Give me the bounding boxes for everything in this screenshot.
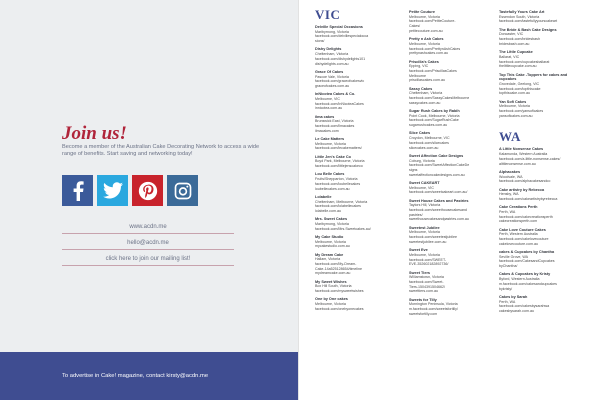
business-detail: cakecreationsperth.com bbox=[499, 219, 538, 224]
directory-entry bbox=[499, 147, 574, 166]
business-detail: Melbourne, Victoria bbox=[409, 230, 440, 235]
directory-entry bbox=[315, 217, 375, 231]
website-link[interactable]: www.acdn.me bbox=[62, 224, 234, 234]
business-detail: Coburg, Victoria bbox=[409, 158, 435, 163]
business-detail: Cake-14a525128654/timeline bbox=[315, 266, 362, 271]
business-detail: mydreamcake.com.au bbox=[315, 271, 351, 276]
directory-entry bbox=[499, 28, 574, 47]
business-detail: yansoficakes.com.au bbox=[499, 113, 533, 118]
directory-entry bbox=[499, 100, 574, 119]
business-detail: facebook.com/sweethousecakesand bbox=[409, 208, 467, 213]
business-detail: prettynashcakes.com.au bbox=[409, 51, 448, 56]
directory-entry bbox=[499, 170, 574, 184]
business-detail: Cheltenham, Victoria bbox=[409, 91, 443, 96]
business-detail: facebook.com/CakesandCupcakes bbox=[499, 259, 555, 264]
business-name: A Little Nonsense Cakes bbox=[499, 147, 544, 152]
business-detail: innicotea.com.au bbox=[315, 106, 343, 111]
business-detail: Melbourne, Victoria bbox=[409, 14, 440, 19]
business-detail: facebook.com/alphacakesandco bbox=[499, 179, 551, 184]
directory-entry bbox=[315, 155, 375, 169]
business-name: Dishy Delights bbox=[315, 47, 342, 52]
business-detail: facebook.com/slicecakes bbox=[409, 140, 449, 145]
business-name: ilma cakes bbox=[315, 114, 335, 119]
directory-entry bbox=[315, 172, 375, 191]
directory-entry bbox=[315, 235, 375, 249]
directory-entry bbox=[315, 115, 375, 134]
business-name: Le Cake Matters bbox=[315, 137, 345, 142]
business-detail: facebook.com/graceofcakesvic bbox=[315, 79, 365, 84]
directory-entry bbox=[409, 226, 469, 245]
business-detail: topthiscake.com.au bbox=[499, 91, 530, 96]
business-name: InNicotea Cakes & Co. bbox=[315, 92, 356, 97]
business-detail: signs bbox=[409, 167, 418, 172]
business-detail: alittlenonsense.com.au bbox=[499, 161, 536, 166]
business-name: Cake artistry by Rebecca bbox=[499, 187, 545, 192]
business-detail: Tiers-1504391504662/ bbox=[409, 284, 446, 289]
business-name: My Cake Studio bbox=[315, 234, 344, 239]
business-detail: Mornington Peninsula, Victoria bbox=[409, 302, 458, 307]
business-detail: Cheltenham, Victoria bbox=[315, 52, 349, 57]
business-detail: facebook.com/topthiscake bbox=[499, 86, 541, 91]
business-name: Slice Cakes bbox=[409, 131, 431, 136]
business-detail: sugarrushcakes.com.au bbox=[409, 123, 448, 128]
business-detail: Epping, VIC bbox=[409, 64, 429, 69]
advertise-banner bbox=[0, 352, 298, 400]
business-detail: facebook.com/SweetAffectionCakeDe bbox=[409, 163, 469, 168]
left-page bbox=[0, 0, 298, 400]
business-detail: Ballarat, VIC bbox=[499, 54, 520, 59]
directory-column-2 bbox=[409, 10, 469, 320]
business-detail: priscillascakes.com.au bbox=[409, 78, 445, 83]
business-detail: Melbourne, Victoria bbox=[409, 252, 440, 257]
business-detail: sions/ bbox=[315, 39, 325, 44]
mailing-list-link[interactable]: click here to join our mailing list! bbox=[62, 256, 234, 266]
business-name: Sweet CAKEART bbox=[409, 180, 440, 185]
instagram-link[interactable] bbox=[167, 175, 198, 206]
business-detail: sweethousecakesandpastries.com.au bbox=[409, 217, 469, 222]
business-detail: Woodvale, WA bbox=[499, 174, 523, 179]
instagram-icon bbox=[174, 182, 192, 200]
business-detail: graceofcakes.com.au bbox=[315, 83, 350, 88]
business-detail: Boyd Park, Melbourne, Victoria bbox=[315, 159, 365, 164]
business-name: The Little Cupcake bbox=[499, 50, 533, 55]
business-detail: facebook.com/PrettynAshCakes bbox=[409, 46, 461, 51]
business-detail: EVE-352602182892736/ bbox=[409, 262, 449, 267]
directory-entry bbox=[409, 199, 469, 223]
business-detail: facebook.com/tastefullyyourscakeart bbox=[499, 19, 558, 24]
directory-entry bbox=[499, 205, 574, 224]
business-detail: Fruits/Shepparton, Victoria bbox=[315, 177, 358, 182]
business-detail: facebook.com/PriscillasCakes bbox=[409, 68, 457, 73]
business-detail: facebook.com/mysweetwishes bbox=[315, 289, 364, 294]
business-detail: sweettiers.com.au bbox=[409, 289, 438, 294]
directory-entry bbox=[409, 131, 469, 150]
business-name: My Sweet Wishes bbox=[315, 279, 347, 284]
business-name: Cake Creations Perth bbox=[499, 205, 538, 210]
business-name: The Bride & Bash Cake Designs bbox=[499, 27, 557, 32]
business-detail: petitecouture.com.au bbox=[409, 28, 443, 33]
business-detail: facebook.com/onebyonecakes bbox=[315, 306, 364, 311]
business-name: Sassy Cakes bbox=[409, 86, 433, 91]
region-heading-vic: VIC bbox=[315, 7, 341, 22]
business-detail: Essendon South, Victoria bbox=[499, 14, 540, 19]
email-link[interactable]: hello@acdn.me bbox=[62, 240, 234, 250]
business-detail: facebook.com/Mrs.Sweetcakes.au/ bbox=[315, 226, 371, 231]
business-detail: bykristy/ bbox=[499, 286, 513, 291]
business-detail: Box Hill South, Victoria bbox=[315, 284, 352, 289]
directory-entry bbox=[315, 137, 375, 151]
business-name: Cakes by Sarah bbox=[499, 294, 528, 299]
business-name: Petite Couture bbox=[409, 10, 435, 14]
business-detail: pastries/ bbox=[409, 212, 423, 217]
directory-entry bbox=[315, 280, 375, 294]
business-detail: loubellecakes.com.au bbox=[315, 186, 350, 191]
directory-entry bbox=[409, 298, 469, 317]
business-name: Sweet Affection Cake Designs bbox=[409, 153, 464, 158]
directory-entry bbox=[315, 70, 375, 89]
directory-entry bbox=[499, 50, 574, 69]
directory-column-3 bbox=[499, 10, 574, 317]
directory-entry bbox=[409, 154, 469, 178]
business-name: Cake Love Couture Cakes bbox=[499, 227, 546, 232]
business-detail: facebook.com/yansoficakes bbox=[499, 109, 544, 114]
directory-entry bbox=[499, 272, 574, 291]
business-detail: Hensby, WA bbox=[499, 192, 519, 197]
business-name: Yan Sofi Cakes bbox=[499, 99, 527, 104]
business-name: One by One cakes bbox=[315, 297, 348, 302]
business-detail: facebook.com/ilmacakes bbox=[315, 124, 355, 129]
business-detail: cakesbysarah.com.au bbox=[499, 308, 534, 313]
business-detail: m.facebook.com/cakesandcupcakes bbox=[499, 281, 557, 286]
business-detail: facebook.com/cakelovecouture bbox=[499, 237, 549, 242]
business-name: Cakes & Cupcakes by Kristy bbox=[499, 272, 551, 277]
business-name: Pretty n Ash Cakes bbox=[409, 37, 444, 42]
business-detail: sweetaffectioncakedesigns.com.au bbox=[409, 172, 465, 177]
business-detail: facebook.com/SWEET- bbox=[409, 257, 447, 262]
business-detail: mycakestudio.com.au bbox=[315, 244, 350, 249]
business-name: Tastefully Yours Cake Art bbox=[499, 10, 545, 14]
business-name: Sweetest Jubilee bbox=[409, 225, 440, 230]
directory-entry bbox=[315, 253, 375, 277]
business-detail: Williamstown, Victoria bbox=[409, 275, 444, 280]
directory-entry bbox=[315, 195, 375, 214]
directory-entry bbox=[315, 47, 375, 66]
directory-entry bbox=[315, 92, 375, 111]
business-name: Sweets for Tilly bbox=[409, 297, 437, 302]
directory-entry bbox=[499, 188, 574, 202]
business-name: Top This Cake -Toppers for cakes and cupcakes bbox=[499, 72, 568, 82]
business-detail: Maribyrnong, Victoria bbox=[315, 29, 349, 34]
business-name: My Dream Cake bbox=[315, 252, 344, 257]
directory-entry bbox=[315, 297, 375, 311]
business-name: Lolabelle bbox=[315, 194, 332, 199]
business-detail: Grovedale, Geelong, VIC bbox=[499, 81, 540, 86]
facebook-link[interactable] bbox=[62, 175, 93, 206]
join-heading: Join us! bbox=[62, 123, 127, 144]
business-detail: bridesbash.com.au bbox=[499, 41, 530, 46]
directory-entry bbox=[409, 181, 469, 195]
business-detail: dishydelights.com.au bbox=[315, 61, 349, 66]
business-detail: facebook.com/cupcakesballarat bbox=[499, 59, 550, 64]
business-detail: facebook.com/PetiteCouture- bbox=[409, 19, 456, 24]
business-detail: facebook.com/Sweet- bbox=[409, 279, 444, 284]
business-name: Grace Of Cakes bbox=[315, 69, 344, 74]
business-detail: facebook.com/littlejenscakeco bbox=[315, 164, 363, 169]
business-detail: Maribyrnong, Victoria bbox=[315, 221, 349, 226]
business-detail: sweetsfortilly.com bbox=[409, 311, 438, 316]
join-description: Become a member of the Australian Cake Decorating Network to access a wide range of benefits. Start saving and networking today! bbox=[62, 144, 260, 158]
business-name: Sweet House Cakes and Pastries bbox=[409, 198, 469, 203]
business-detail: facebook.com/cakecreationsperth bbox=[499, 214, 553, 219]
business-name: Delville Special Occasions bbox=[315, 25, 363, 29]
pinterest-link[interactable] bbox=[132, 175, 163, 206]
business-name: Sweet Tiers bbox=[409, 270, 431, 275]
business-detail: ilmacakes.com bbox=[315, 128, 339, 133]
business-name: Alphacakes bbox=[499, 169, 521, 174]
twitter-link[interactable] bbox=[97, 175, 128, 206]
advertise-text: To advertise in Cake! magazine, contact kirsty@acdn.me bbox=[62, 373, 209, 379]
directory-entry bbox=[499, 10, 574, 24]
business-detail: Brunswick East, Victoria bbox=[315, 119, 354, 124]
business-detail: Taylors Hill, Victoria bbox=[409, 203, 441, 208]
directory-entry bbox=[499, 250, 574, 269]
business-detail: Melbourne, Victoria bbox=[499, 104, 530, 109]
business-detail: facebook.com/InNicoteaCakes bbox=[315, 101, 364, 106]
business-detail: Doncaster, VIC bbox=[499, 32, 524, 37]
business-detail: Perth, Western Australia bbox=[499, 232, 538, 237]
business-detail: facebook.com/SugarRushCake bbox=[409, 118, 459, 123]
business-detail: Byford, Western Australia bbox=[499, 277, 540, 282]
business-detail: Cakes/ bbox=[409, 24, 421, 29]
business-detail: Point Cook, Melbourne, Victoria bbox=[409, 113, 460, 118]
business-name: Mrs. Sweet Cakes bbox=[315, 217, 348, 222]
directory-entry bbox=[409, 271, 469, 295]
directory-entry bbox=[409, 37, 469, 56]
business-detail: facebook.com/cakeartistrybyrebecca bbox=[499, 196, 558, 201]
business-detail: facebook.com/lecakematters/ bbox=[315, 146, 362, 151]
business-detail: sweetestjubilee.com.au bbox=[409, 239, 447, 244]
directory-entry bbox=[409, 109, 469, 128]
directory-entry bbox=[409, 87, 469, 106]
business-detail: Kalamunda, Western Australia bbox=[499, 152, 548, 157]
business-detail: cakelovecouture.com.au bbox=[499, 241, 538, 246]
directory-entry bbox=[499, 295, 574, 314]
directory-entry bbox=[315, 25, 375, 44]
business-detail: facebook.com/a-little-nonsense-cakes/ bbox=[499, 156, 561, 161]
region-heading-wa: WA bbox=[499, 129, 521, 145]
directory-entry bbox=[409, 60, 469, 84]
business-detail: Cheltenham, Melbourne, Victoria bbox=[315, 199, 368, 204]
business-detail: Melbourne, Victoria bbox=[315, 141, 346, 146]
business-detail: facebook.com/sweetestjubilee bbox=[409, 235, 457, 240]
business-name: Sugar Rush Cakes by Rabih bbox=[409, 109, 460, 114]
facebook-icon bbox=[71, 181, 85, 201]
business-name: Lou Belle Cakes bbox=[315, 172, 345, 177]
twitter-icon bbox=[103, 182, 123, 199]
business-detail: lolabelle.com.au bbox=[315, 208, 341, 213]
directory-entry bbox=[409, 10, 469, 34]
directory-entry bbox=[499, 228, 574, 247]
business-detail: facebook.com/loubellecakes bbox=[315, 181, 361, 186]
business-detail: Melbourne, Victoria bbox=[409, 41, 440, 46]
business-detail: Melbourne, Victoria bbox=[315, 239, 346, 244]
business-detail: Croydon, Melbourne, VIC bbox=[409, 136, 450, 141]
social-icons-row bbox=[62, 175, 198, 206]
business-detail: facebook.com/cakesbysarahwa bbox=[499, 304, 550, 309]
business-detail: Melbourne, VIC bbox=[409, 185, 434, 190]
business-detail: Hallam, Victoria bbox=[315, 257, 341, 262]
business-detail: facebook.com/SassyCakesMelbourne bbox=[409, 96, 469, 101]
business-name: Sweet Eve bbox=[409, 248, 428, 253]
business-detail: thelittlecupcake.com.au bbox=[499, 64, 537, 69]
directory-column-1 bbox=[315, 8, 375, 315]
business-detail: facebook.com/My-Dream- bbox=[315, 262, 357, 267]
business-name: Little Jen's Cake Co bbox=[315, 154, 351, 159]
business-detail: sassycakes.com.au bbox=[409, 100, 441, 105]
business-name: Priscilla's Cakes bbox=[409, 59, 439, 64]
business-detail: Perth, WA bbox=[499, 209, 516, 214]
business-detail: Pascoe Vale, Victoria bbox=[315, 74, 349, 79]
business-detail: byChantha/ bbox=[499, 264, 518, 269]
business-detail: facebook.com/sweetcakeart.com.au/ bbox=[409, 190, 468, 195]
directory-entry bbox=[499, 73, 574, 97]
business-detail: Melbourne bbox=[409, 73, 426, 78]
right-page-directory bbox=[298, 0, 600, 400]
business-detail: Perth, WA bbox=[499, 299, 516, 304]
business-detail: facebook.com/dishydelights101 bbox=[315, 56, 366, 61]
business-detail: Melbourne, VIC bbox=[315, 96, 340, 101]
business-detail: m.facebook.com/sweetsfortilly/ bbox=[409, 307, 458, 312]
pinterest-icon bbox=[138, 181, 158, 201]
business-detail: facebook.com/lolabellecakes bbox=[315, 204, 361, 209]
business-detail: facebook.com/bridesbash bbox=[499, 37, 540, 42]
business-detail: Seville Grove, WA bbox=[499, 254, 529, 259]
directory-entry bbox=[409, 248, 469, 267]
business-name: cakes & Cupcakes by Chantha bbox=[499, 250, 555, 255]
business-detail: Melbourne, Victoria bbox=[315, 302, 346, 307]
business-detail: slicecakes.com.au bbox=[409, 145, 439, 150]
business-detail: facebook.com/delvillespecialocca bbox=[315, 34, 369, 39]
